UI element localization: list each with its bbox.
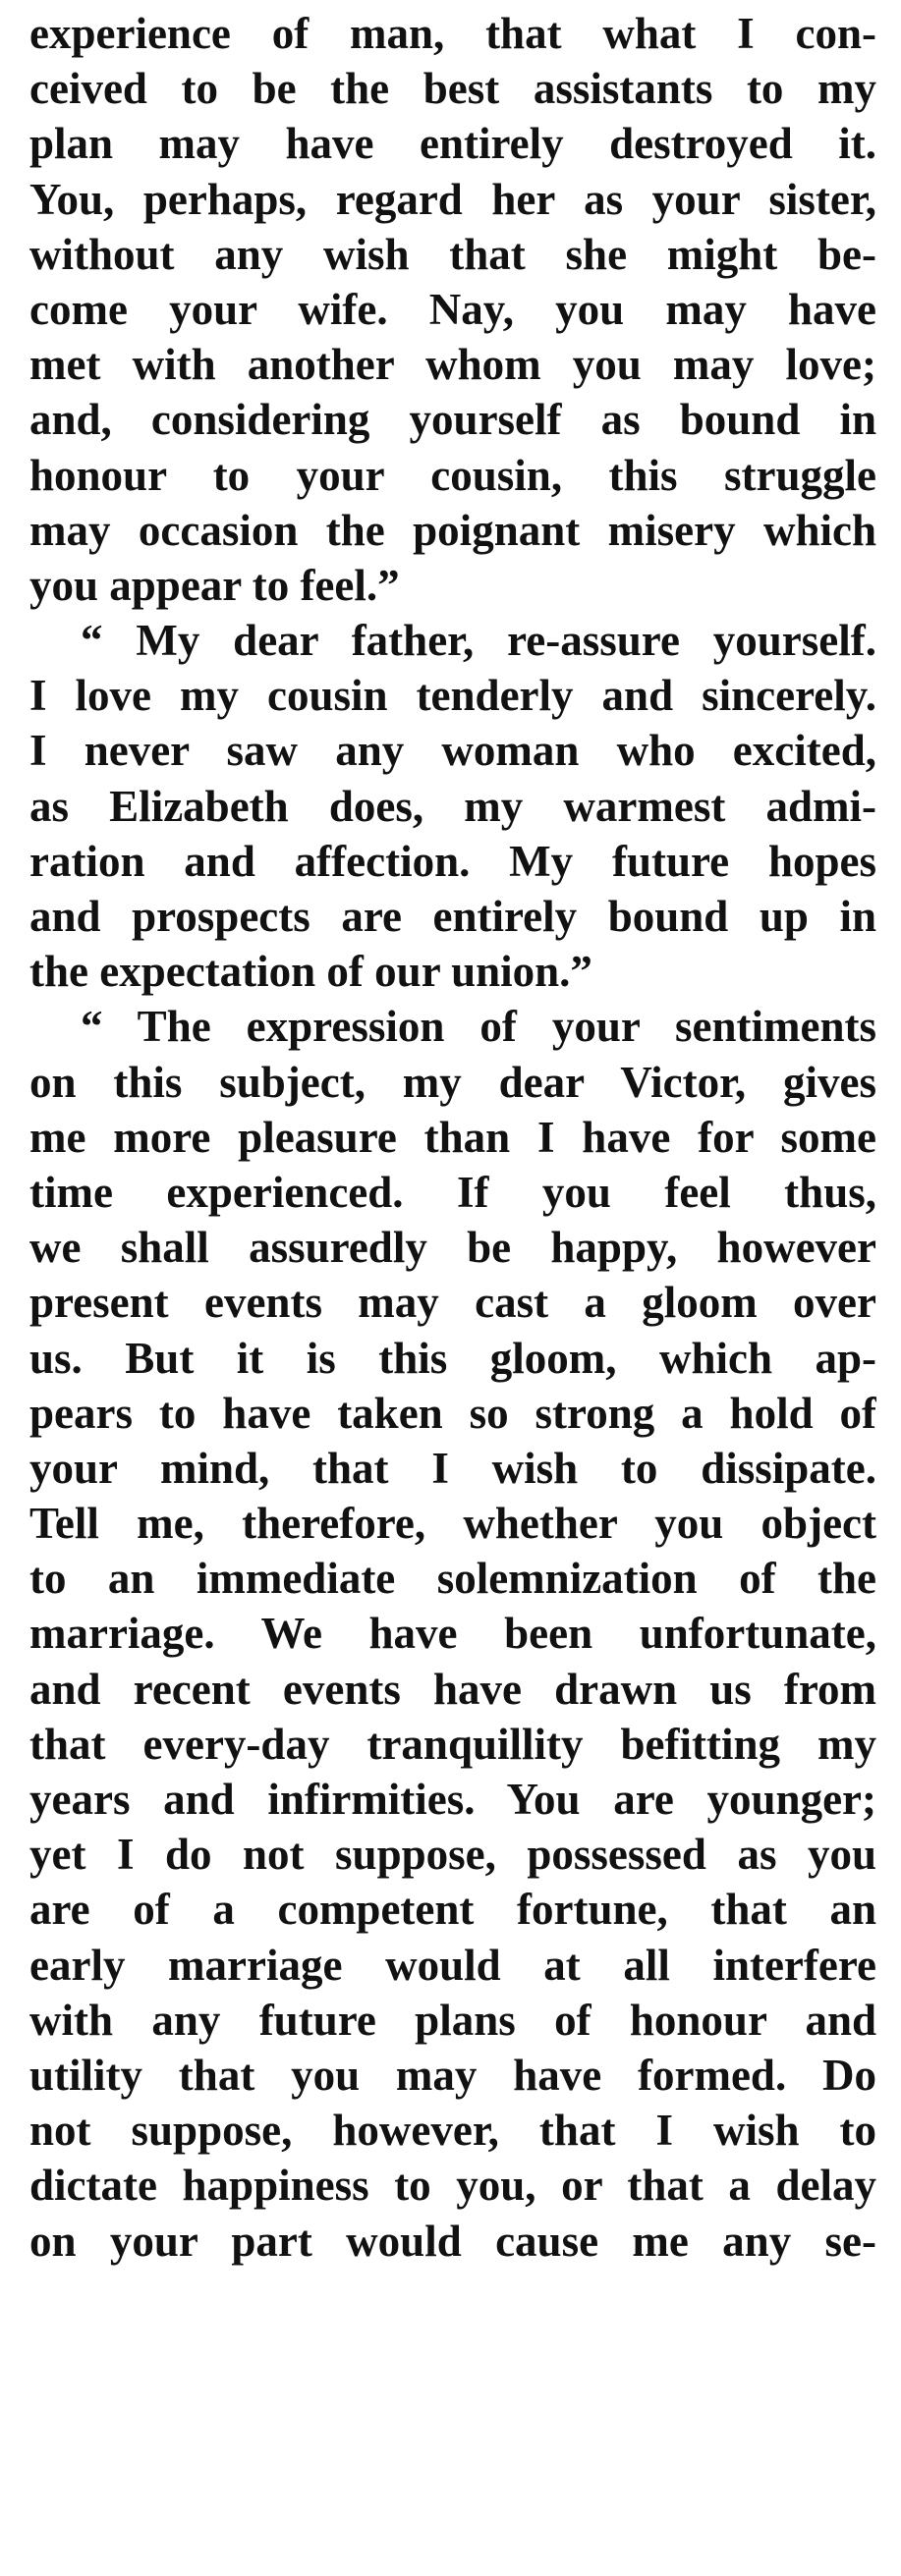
text-line: I love my cousin tenderly and sincerely. (29, 671, 876, 721)
text-line: early marriage would at all interfere (29, 1940, 876, 1990)
text-line: “ My dear father, re-assure yourself. (81, 616, 876, 666)
text-line: on this subject, my dear Victor, gives (29, 1057, 876, 1107)
text-line: years and infirmities. You are younger; (29, 1775, 876, 1824)
text-line: present events may cast a gloom over (29, 1278, 876, 1328)
text-line: are of a competent fortune, that an (29, 1885, 876, 1935)
text-line: time experienced. If you feel thus, (29, 1167, 876, 1217)
text-line: we shall assuredly be happy, however (29, 1223, 876, 1273)
text-line: You, perhaps, regard her as your sister, (29, 174, 876, 224)
text-line: you appear to feel.” (29, 560, 400, 610)
text-line: utility that you may have formed. Do (29, 2050, 876, 2100)
text-line: yet I do not suppose, possessed as you (29, 1830, 876, 1880)
text-line: without any wish that she might be- (29, 229, 876, 279)
text-line: met with another whom you may love; (29, 340, 876, 390)
text-line: the expectation of our union.” (29, 947, 592, 997)
text-line: dictate happiness to you, or that a delay (29, 2161, 876, 2211)
text-line: come your wife. Nay, you may have (29, 284, 876, 334)
text-line: experience of man, that what I con- (29, 9, 876, 58)
text-line: as Elizabeth does, my warmest admi- (29, 781, 876, 831)
text-line: plan may have entirely destroyed it. (29, 119, 876, 169)
text-line: us. But it is this gloom, which ap- (29, 1333, 876, 1383)
text-line: I never saw any woman who excited, (29, 726, 876, 776)
text-line: ceived to be the best assistants to my (29, 64, 876, 114)
text-line: that every-day tranquillity befitting my (29, 1719, 876, 1769)
text-line: on your part would cause me any se- (29, 2216, 876, 2266)
text-line: pears to have taken so strong a hold of (29, 1388, 876, 1438)
text-line: Tell me, therefore, whether you object (29, 1499, 876, 1549)
text-line: to an immediate solemnization of the (29, 1554, 876, 1604)
text-line: me more pleasure than I have for some (29, 1112, 876, 1162)
text-line: may occasion the poignant misery which (29, 505, 876, 555)
text-line: with any future plans of honour and (29, 1995, 876, 2045)
text-line: ration and affection. My future hopes (29, 836, 876, 886)
text-line: not suppose, however, that I wish to (29, 2106, 876, 2156)
text-line: marriage. We have been unfortunate, (29, 1609, 876, 1659)
text-line: and, considering yourself as bound in (29, 395, 876, 445)
page-text (29, 6, 876, 2559)
text-line: and recent events have drawn us from (29, 1664, 876, 1714)
text-line: “ The expression of your sentiments (81, 1002, 876, 1052)
text-line: honour to your cousin, this struggle (29, 450, 876, 500)
text-line: your mind, that I wish to dissipate. (29, 1443, 876, 1493)
text-line: and prospects are entirely bound up in (29, 892, 876, 941)
